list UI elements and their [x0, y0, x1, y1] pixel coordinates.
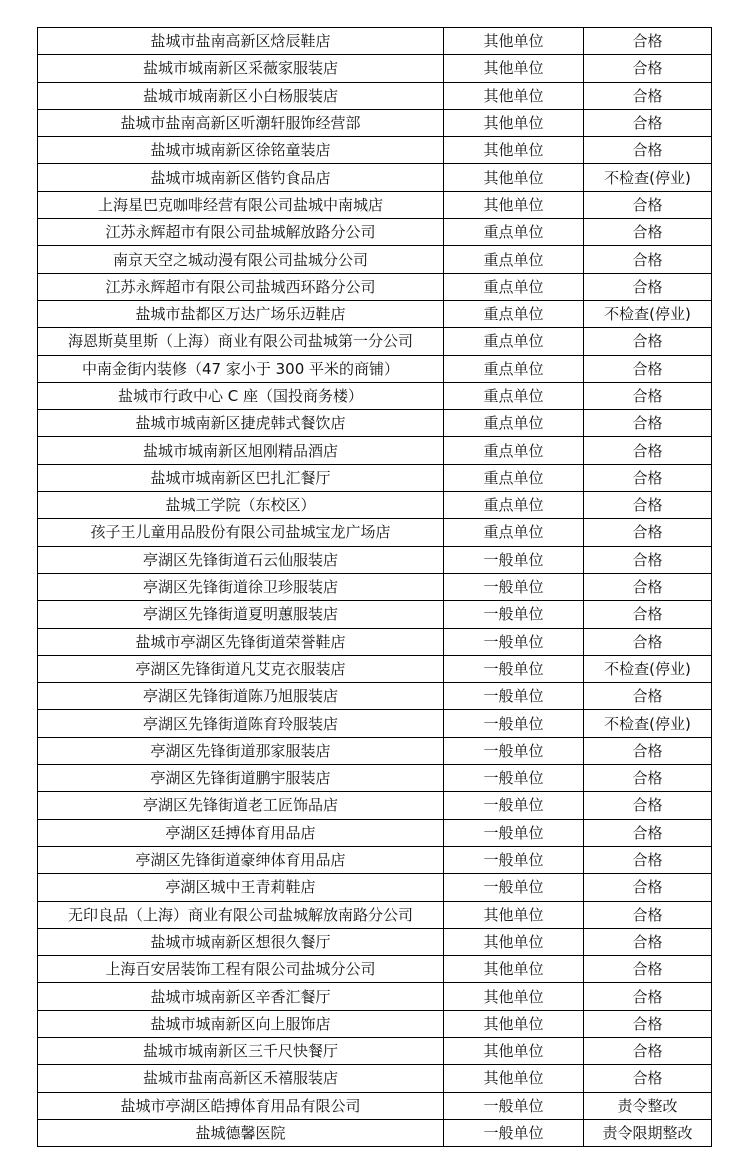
table-row	[38, 1010, 712, 1037]
table-row	[38, 1092, 712, 1119]
table-row	[38, 246, 712, 273]
unit-name-cell: 盐城市城南新区偕钓食品店	[38, 164, 444, 191]
inspection-result-cell: 合格	[584, 191, 712, 218]
unit-category-cell: 重点单位	[444, 464, 584, 491]
inspection-result-cell: 合格	[584, 956, 712, 983]
table-row	[38, 819, 712, 846]
inspection-result-cell: 合格	[584, 792, 712, 819]
inspection-result-cell: 合格	[584, 1037, 712, 1064]
unit-name-cell: 盐城市城南新区想很久餐厅	[38, 928, 444, 955]
unit-name-cell: 盐城市城南新区辛香汇餐厅	[38, 983, 444, 1010]
table-row	[38, 546, 712, 573]
unit-category-cell: 重点单位	[444, 382, 584, 409]
unit-category-cell: 重点单位	[444, 273, 584, 300]
inspection-result-cell: 合格	[584, 437, 712, 464]
table-row	[38, 655, 712, 682]
unit-category-cell: 其他单位	[444, 109, 584, 136]
inspection-table	[37, 27, 712, 1147]
table-row	[38, 382, 712, 409]
unit-name-cell: 盐城市城南新区旭刚精品酒店	[38, 437, 444, 464]
table-row	[38, 573, 712, 600]
unit-name-cell: 亭湖区先锋街道夏明蕙服装店	[38, 601, 444, 628]
inspection-result-cell: 合格	[584, 137, 712, 164]
unit-category-cell: 重点单位	[444, 492, 584, 519]
inspection-result-cell: 责令限期整改	[584, 1119, 712, 1146]
table-row	[38, 492, 712, 519]
unit-category-cell: 其他单位	[444, 191, 584, 218]
unit-name-cell: 亭湖区先锋街道陈乃旭服装店	[38, 683, 444, 710]
inspection-result-cell: 不检查(停业)	[584, 655, 712, 682]
inspection-result-cell: 合格	[584, 765, 712, 792]
unit-name-cell: 盐城市盐南高新区焓辰鞋店	[38, 28, 444, 55]
inspection-result-cell: 合格	[584, 109, 712, 136]
inspection-result-cell: 合格	[584, 1010, 712, 1037]
unit-name-cell: 亭湖区先锋街道徐卫珍服装店	[38, 573, 444, 600]
unit-category-cell: 一般单位	[444, 628, 584, 655]
unit-name-cell: 江苏永辉超市有限公司盐城解放路分公司	[38, 219, 444, 246]
unit-name-cell: 亭湖区先锋街道凡艾克衣服装店	[38, 655, 444, 682]
unit-name-cell: 亭湖区先锋街道陈育玲服装店	[38, 710, 444, 737]
unit-name-cell: 亭湖区廷搏体育用品店	[38, 819, 444, 846]
unit-category-cell: 一般单位	[444, 546, 584, 573]
unit-category-cell: 其他单位	[444, 1037, 584, 1064]
unit-category-cell: 其他单位	[444, 983, 584, 1010]
unit-category-cell: 一般单位	[444, 792, 584, 819]
unit-category-cell: 其他单位	[444, 1065, 584, 1092]
table-row	[38, 765, 712, 792]
table-row	[38, 410, 712, 437]
table-row	[38, 1037, 712, 1064]
unit-category-cell: 重点单位	[444, 246, 584, 273]
unit-name-cell: 南京天空之城动漫有限公司盐城分公司	[38, 246, 444, 273]
table-row	[38, 219, 712, 246]
inspection-result-cell: 合格	[584, 901, 712, 928]
unit-name-cell: 盐城市城南新区小白杨服装店	[38, 82, 444, 109]
unit-name-cell: 盐城市城南新区采薇家服装店	[38, 55, 444, 82]
unit-category-cell: 重点单位	[444, 437, 584, 464]
unit-category-cell: 其他单位	[444, 956, 584, 983]
inspection-result-cell: 合格	[584, 683, 712, 710]
inspection-result-cell: 不检查(停业)	[584, 710, 712, 737]
unit-name-cell: 盐城市亭湖区先锋街道荣誉鞋店	[38, 628, 444, 655]
inspection-result-cell: 合格	[584, 382, 712, 409]
unit-name-cell: 海恩斯莫里斯（上海）商业有限公司盐城第一分公司	[38, 328, 444, 355]
unit-name-cell: 亭湖区先锋街道那家服装店	[38, 737, 444, 764]
inspection-result-cell: 合格	[584, 874, 712, 901]
inspection-result-cell: 合格	[584, 355, 712, 382]
unit-name-cell: 上海百安居装饰工程有限公司盐城分公司	[38, 956, 444, 983]
unit-category-cell: 一般单位	[444, 601, 584, 628]
inspection-result-cell: 合格	[584, 82, 712, 109]
inspection-result-cell: 合格	[584, 464, 712, 491]
table-row	[38, 55, 712, 82]
unit-name-cell: 亭湖区先锋街道鹏宇服装店	[38, 765, 444, 792]
inspection-result-cell: 合格	[584, 519, 712, 546]
unit-name-cell: 盐城市城南新区三千尺快餐厅	[38, 1037, 444, 1064]
unit-name-cell: 盐城市城南新区巴扎汇餐厅	[38, 464, 444, 491]
table-row	[38, 437, 712, 464]
unit-category-cell: 一般单位	[444, 737, 584, 764]
unit-category-cell: 一般单位	[444, 655, 584, 682]
unit-name-cell: 盐城市城南新区徐铭童装店	[38, 137, 444, 164]
inspection-result-cell: 合格	[584, 1065, 712, 1092]
unit-name-cell: 盐城市城南新区向上服饰店	[38, 1010, 444, 1037]
unit-name-cell: 亭湖区先锋街道石云仙服装店	[38, 546, 444, 573]
unit-category-cell: 重点单位	[444, 410, 584, 437]
table-row	[38, 983, 712, 1010]
unit-name-cell: 盐城市盐都区万达广场乐迈鞋店	[38, 300, 444, 327]
table-row	[38, 109, 712, 136]
unit-name-cell: 亭湖区城中王青莉鞋店	[38, 874, 444, 901]
unit-category-cell: 其他单位	[444, 164, 584, 191]
unit-category-cell: 一般单位	[444, 1119, 584, 1146]
unit-category-cell: 一般单位	[444, 1092, 584, 1119]
inspection-result-cell: 合格	[584, 246, 712, 273]
unit-name-cell: 盐城市行政中心 C 座（国投商务楼）	[38, 382, 444, 409]
unit-name-cell: 盐城德馨医院	[38, 1119, 444, 1146]
unit-category-cell: 其他单位	[444, 901, 584, 928]
unit-category-cell: 一般单位	[444, 874, 584, 901]
unit-name-cell: 盐城市盐南高新区禾禧服装店	[38, 1065, 444, 1092]
table-row	[38, 710, 712, 737]
table-row	[38, 137, 712, 164]
unit-name-cell: 孩子王儿童用品股份有限公司盐城宝龙广场店	[38, 519, 444, 546]
table-row	[38, 628, 712, 655]
unit-name-cell: 亭湖区先锋街道老工匠饰品店	[38, 792, 444, 819]
table-row	[38, 273, 712, 300]
unit-category-cell: 重点单位	[444, 300, 584, 327]
unit-category-cell: 其他单位	[444, 82, 584, 109]
inspection-result-cell: 合格	[584, 737, 712, 764]
table-row	[38, 792, 712, 819]
table-row	[38, 874, 712, 901]
table-row	[38, 601, 712, 628]
table-row	[38, 300, 712, 327]
unit-category-cell: 重点单位	[444, 355, 584, 382]
unit-name-cell: 江苏永辉超市有限公司盐城西环路分公司	[38, 273, 444, 300]
unit-category-cell: 一般单位	[444, 846, 584, 873]
table-row	[38, 519, 712, 546]
table-row	[38, 328, 712, 355]
inspection-result-cell: 合格	[584, 28, 712, 55]
table-row	[38, 683, 712, 710]
inspection-result-cell: 责令整改	[584, 1092, 712, 1119]
inspection-result-cell: 合格	[584, 219, 712, 246]
inspection-result-cell: 合格	[584, 55, 712, 82]
unit-category-cell: 一般单位	[444, 683, 584, 710]
table-row	[38, 464, 712, 491]
unit-category-cell: 其他单位	[444, 928, 584, 955]
table-row	[38, 846, 712, 873]
unit-category-cell: 重点单位	[444, 219, 584, 246]
inspection-result-cell: 合格	[584, 819, 712, 846]
inspection-result-cell: 合格	[584, 983, 712, 1010]
table-row	[38, 355, 712, 382]
inspection-result-cell: 不检查(停业)	[584, 300, 712, 327]
table-row	[38, 901, 712, 928]
table-row	[38, 28, 712, 55]
inspection-result-cell: 合格	[584, 573, 712, 600]
inspection-result-cell: 合格	[584, 601, 712, 628]
unit-name-cell: 亭湖区先锋街道豪绅体育用品店	[38, 846, 444, 873]
inspection-result-cell: 合格	[584, 846, 712, 873]
table-row	[38, 928, 712, 955]
inspection-result-cell: 合格	[584, 628, 712, 655]
unit-name-cell: 上海星巴克咖啡经营有限公司盐城中南城店	[38, 191, 444, 218]
unit-category-cell: 其他单位	[444, 1010, 584, 1037]
unit-category-cell: 一般单位	[444, 765, 584, 792]
table-row	[38, 1119, 712, 1146]
unit-category-cell: 一般单位	[444, 573, 584, 600]
unit-category-cell: 其他单位	[444, 28, 584, 55]
inspection-result-cell: 合格	[584, 492, 712, 519]
unit-name-cell: 无印良品（上海）商业有限公司盐城解放南路分公司	[38, 901, 444, 928]
inspection-result-cell: 合格	[584, 928, 712, 955]
unit-name-cell: 盐城市城南新区捷虎韩式餐饮店	[38, 410, 444, 437]
inspection-result-cell: 合格	[584, 546, 712, 573]
table-row	[38, 82, 712, 109]
unit-name-cell: 盐城工学院（东校区）	[38, 492, 444, 519]
unit-category-cell: 一般单位	[444, 819, 584, 846]
inspection-result-cell: 合格	[584, 410, 712, 437]
table-row	[38, 164, 712, 191]
unit-category-cell: 其他单位	[444, 55, 584, 82]
table-row	[38, 956, 712, 983]
inspection-result-cell: 不检查(停业)	[584, 164, 712, 191]
unit-category-cell: 重点单位	[444, 328, 584, 355]
unit-name-cell: 中南金街内装修（47 家小于 300 平米的商铺）	[38, 355, 444, 382]
unit-category-cell: 其他单位	[444, 137, 584, 164]
table-row	[38, 191, 712, 218]
table-body	[38, 28, 712, 1147]
unit-category-cell: 一般单位	[444, 710, 584, 737]
table-row	[38, 737, 712, 764]
unit-name-cell: 盐城市亭湖区皓搏体育用品有限公司	[38, 1092, 444, 1119]
table-row	[38, 1065, 712, 1092]
inspection-result-cell: 合格	[584, 273, 712, 300]
unit-name-cell: 盐城市盐南高新区听潮轩服饰经营部	[38, 109, 444, 136]
unit-category-cell: 重点单位	[444, 519, 584, 546]
inspection-result-cell: 合格	[584, 328, 712, 355]
